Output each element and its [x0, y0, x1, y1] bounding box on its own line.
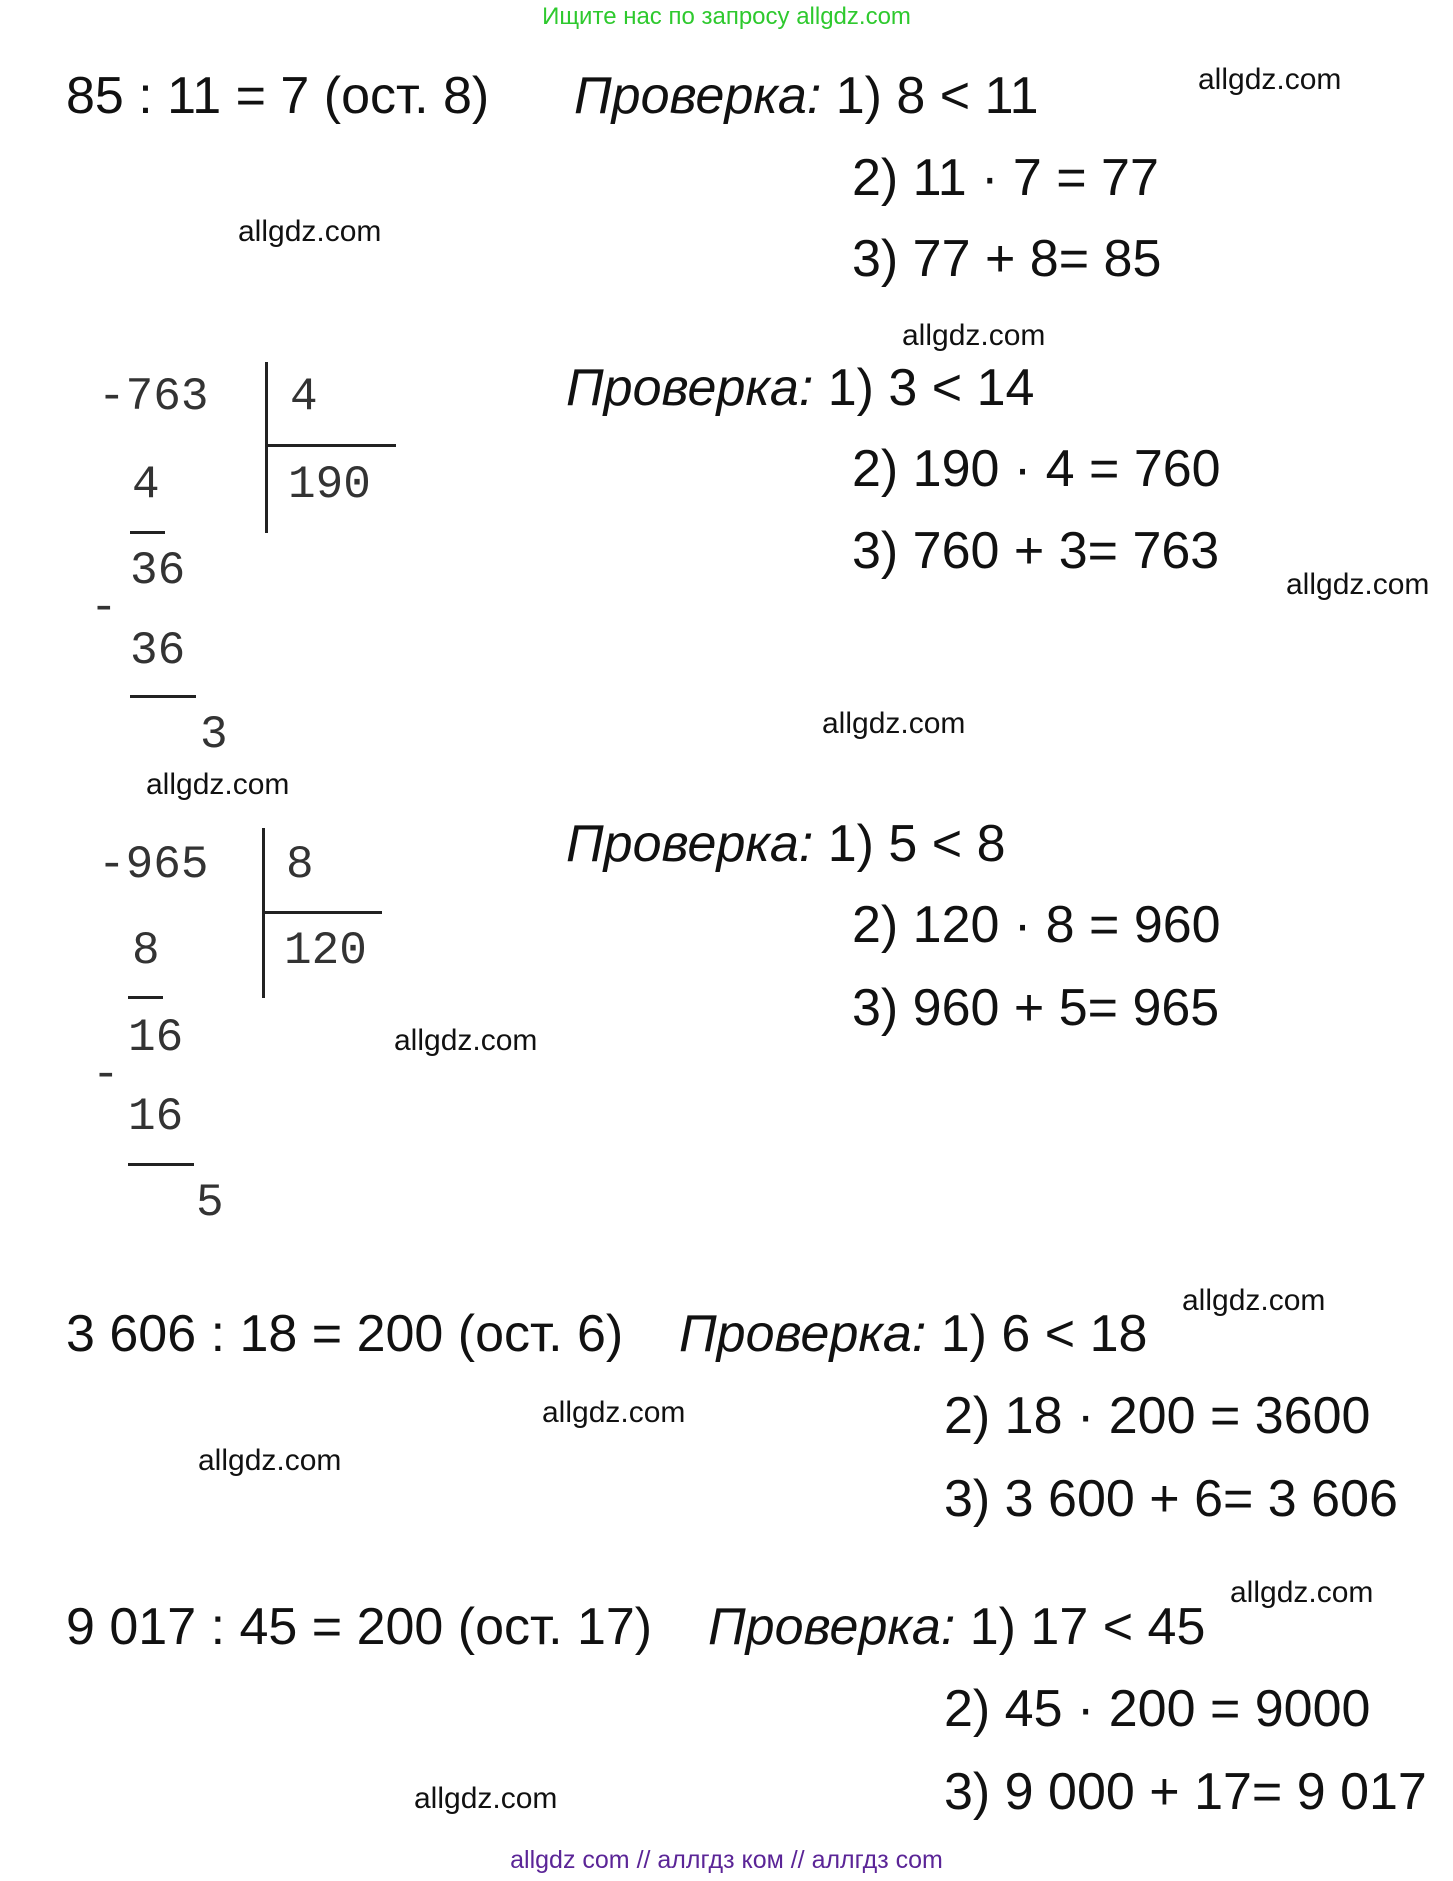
- watermark: allgdz.com: [542, 1396, 686, 1429]
- division-remainder: 3: [200, 709, 228, 761]
- watermark: allgdz.com: [1230, 1576, 1374, 1609]
- check-label: Проверка:: [679, 1305, 927, 1363]
- division-row: 8: [132, 925, 160, 977]
- check-4-step-3: 3) 3 600 + 6= 3 606: [944, 1470, 1398, 1528]
- dividend-2: -965: [98, 839, 209, 891]
- search-hint-header[interactable]: Ищите нас по запросу allgdz.com: [542, 3, 911, 30]
- step: 1) 5 < 8: [827, 815, 1006, 873]
- division-row: 36: [130, 545, 186, 597]
- watermark: allgdz.com: [414, 1782, 558, 1815]
- watermark: allgdz.com: [822, 707, 966, 740]
- equation-4: 3 606 : 18 = 200 (ост. 6): [66, 1305, 624, 1363]
- quotient-1: 190: [288, 459, 371, 511]
- check-5-step-1: [708, 1598, 1206, 1656]
- watermark: allgdz.com: [238, 215, 382, 248]
- footer-links[interactable]: allgdz com // аллгдз ком // аллгдз com: [510, 1846, 943, 1874]
- watermark: allgdz.com: [394, 1024, 538, 1057]
- dividend-1: -763: [98, 371, 209, 423]
- division-bar-horizontal: [266, 444, 396, 447]
- minus-sign: -: [90, 582, 118, 634]
- step: 1) 3 < 14: [827, 359, 1035, 417]
- division-underline: [130, 531, 165, 534]
- check-1-step-2: 2) 11 · 7 = 77: [852, 149, 1159, 207]
- division-bar-vertical: [265, 362, 268, 533]
- division-row: 4: [132, 459, 160, 511]
- step: 1) 6 < 18: [940, 1305, 1148, 1363]
- watermark: allgdz.com: [1198, 63, 1342, 96]
- check-3-step-1: [566, 815, 1006, 873]
- divisor-1: 4: [290, 371, 318, 423]
- check-3-step-3: 3) 960 + 5= 965: [852, 979, 1220, 1037]
- check-5-step-2: 2) 45 · 200 = 9000: [944, 1680, 1371, 1738]
- step: 1) 8 < 11: [835, 67, 1039, 125]
- division-underline: [128, 1163, 194, 1166]
- division-underline: [130, 695, 196, 698]
- check-2-step-2: 2) 190 · 4 = 760: [852, 440, 1221, 498]
- check-2-step-3: 3) 760 + 3= 763: [852, 522, 1220, 580]
- division-bar-horizontal: [263, 911, 382, 914]
- minus-sign: -: [92, 1049, 120, 1101]
- division-row: 16: [128, 1012, 184, 1064]
- watermark: allgdz.com: [902, 319, 1046, 352]
- check-4-step-1: [679, 1305, 1148, 1363]
- check-label: Проверка:: [574, 67, 822, 125]
- step: 1) 17 < 45: [969, 1598, 1206, 1656]
- divisor-2: 8: [286, 839, 314, 891]
- check-label: Проверка:: [566, 815, 814, 873]
- watermark: allgdz.com: [1286, 568, 1430, 601]
- check-4-step-2: 2) 18 · 200 = 3600: [944, 1387, 1371, 1445]
- division-row: 16: [128, 1091, 184, 1143]
- division-underline: [128, 996, 163, 999]
- equation-1: 85 : 11 = 7 (ост. 8): [66, 67, 490, 125]
- watermark: allgdz.com: [1182, 1284, 1326, 1317]
- quotient-2: 120: [284, 925, 367, 977]
- equation-5: 9 017 : 45 = 200 (ост. 17): [66, 1598, 653, 1656]
- division-remainder: 5: [196, 1177, 224, 1229]
- check-label: Проверка:: [708, 1598, 956, 1656]
- watermark: allgdz.com: [198, 1444, 342, 1477]
- check-1-step-1: [574, 67, 1039, 125]
- check-3-step-2: 2) 120 · 8 = 960: [852, 896, 1221, 954]
- check-1-step-3: 3) 77 + 8= 85: [852, 230, 1162, 288]
- check-label: Проверка:: [566, 359, 814, 417]
- watermark: allgdz.com: [146, 768, 290, 801]
- division-row: 36: [130, 625, 186, 677]
- check-2-step-1: [566, 359, 1035, 417]
- check-5-step-3: 3) 9 000 + 17= 9 017: [944, 1763, 1427, 1821]
